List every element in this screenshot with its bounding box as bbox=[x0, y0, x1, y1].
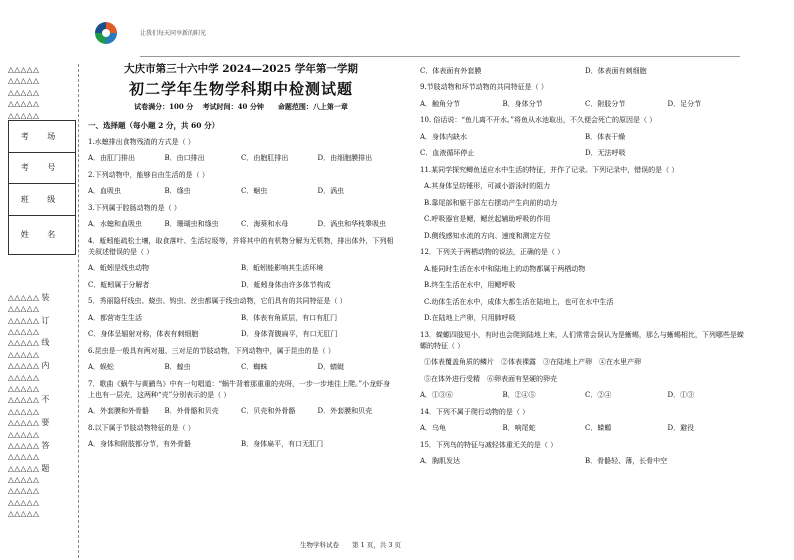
options-row bbox=[420, 214, 750, 225]
answer-option[interactable]: D．蜻蜓 bbox=[317, 363, 345, 371]
binding-warning-letter: 线 bbox=[41, 338, 50, 348]
options-row bbox=[420, 297, 750, 308]
question-stem: 7．歌曲《蜗牛与黄鹂鸟》中有一句唱道：“蜗牛背着那重重的壳呀，一步一步地往上爬。”小龙虾身上也有一层壳，这两种“壳”分别表示的是（ ） bbox=[88, 379, 391, 399]
options-row bbox=[88, 329, 394, 340]
answer-option[interactable]: C．②④ bbox=[585, 391, 612, 399]
triangle-row: △△△△△ bbox=[8, 486, 40, 496]
answer-option[interactable]: B．身体分节 bbox=[502, 99, 543, 108]
answer-option[interactable]: C．附肢分节 bbox=[585, 99, 626, 108]
answer-option[interactable]: D．外套膜和贝壳 bbox=[317, 407, 373, 415]
exam-number-field[interactable]: 考 号 bbox=[9, 153, 75, 185]
binding-warning-letter: 不 bbox=[41, 395, 50, 405]
header-slogan: 让我们每天同享新的阳光 bbox=[140, 30, 207, 37]
answer-option[interactable]: C．蝾螈 bbox=[585, 424, 612, 432]
options-row bbox=[420, 313, 750, 324]
triangle-row-with-letter bbox=[8, 315, 74, 326]
answer-option[interactable]: D．涡虫 bbox=[317, 187, 345, 195]
options-row bbox=[420, 99, 750, 110]
triangle-run: △△△△△ bbox=[8, 315, 40, 325]
options-row bbox=[88, 313, 394, 324]
answer-option[interactable]: D．足分节 bbox=[667, 99, 702, 108]
margin-spacer bbox=[8, 280, 74, 291]
left-column bbox=[88, 60, 394, 450]
options-row bbox=[420, 390, 750, 401]
answer-option[interactable]: A．外套膜和外骨骼 bbox=[88, 407, 150, 415]
answer-option[interactable]: ⑤在体外进行受精 ⑥卵表面有坚硬的卵壳 bbox=[424, 374, 557, 383]
binding-warning-letter: 要 bbox=[41, 418, 50, 428]
options-row bbox=[88, 280, 394, 291]
triangle-row: △△△△△ bbox=[8, 497, 40, 507]
answer-option[interactable]: A.能同时生活在水中和陆地上的动物都属于两栖动物 bbox=[424, 264, 586, 273]
triangle-run: △△△△△ bbox=[8, 338, 40, 348]
options-row bbox=[420, 181, 750, 192]
answer-option[interactable]: D.侧线感知水流的方向、速度和测定方位 bbox=[424, 231, 551, 240]
exam-title: 初二学年生物学科期中检测试题 bbox=[128, 80, 353, 98]
answer-option[interactable]: A．水螅和血吸虫 bbox=[88, 220, 143, 228]
options-row bbox=[420, 198, 750, 209]
answer-option[interactable]: A.其身体呈纺锤形，可减小游泳时的阻力 bbox=[424, 182, 551, 190]
question-stem: 1.水螅排出食物残渣的方式是（ ） bbox=[88, 137, 195, 146]
margin-spacer bbox=[8, 269, 74, 280]
options-row bbox=[420, 132, 750, 143]
triangle-row: △△△△△ bbox=[8, 383, 40, 393]
class-field[interactable]: 班 级 bbox=[9, 184, 75, 216]
question-stem: 5．秀丽隐杆线虫、蛲虫、钩虫、丝虫都属于线虫动物，它们具有的共同特征是（ ） bbox=[88, 297, 347, 305]
answer-option[interactable]: A．胸肌发达 bbox=[420, 457, 461, 465]
triangle-row: △△△△△ bbox=[8, 87, 40, 97]
answer-option[interactable]: B．骨骼轻、薄，长骨中空 bbox=[585, 457, 668, 465]
options-row bbox=[420, 456, 750, 467]
question-stem: 4．蚯蚓能疏松土壤，取食落叶、生活垃圾等，并将其中的有机物分解为无机物，排出体外，下列相关叙述错误的是（ ） bbox=[88, 236, 394, 256]
question-stem: 12．下列关于两栖动物的说法，正确的是（ ） bbox=[420, 248, 565, 256]
margin-spacer bbox=[8, 258, 74, 269]
answer-option[interactable]: C．蚯蚓属于分解者 bbox=[88, 280, 150, 289]
options-row bbox=[420, 264, 750, 275]
section-heading: 一、选择题（每小题 2 分，共 60 分） bbox=[88, 121, 220, 130]
triangle-row: △△△△△ bbox=[8, 326, 40, 336]
triangle-run: △△△△△ bbox=[8, 418, 40, 428]
answer-option[interactable]: C．身体呈辐射对称，体表有刺细胞 bbox=[88, 330, 199, 338]
answer-option[interactable]: A．①③⑥ bbox=[420, 391, 454, 399]
student-info-boxes bbox=[8, 120, 76, 255]
binding-warning-letter: 装 bbox=[41, 292, 50, 302]
triangle-row-with-letter bbox=[8, 417, 74, 428]
options-row bbox=[420, 148, 750, 159]
triangle-run: △△△△△ bbox=[8, 463, 40, 473]
triangle-run: △△△△△ bbox=[8, 361, 40, 371]
triangle-row-with-letter bbox=[8, 292, 74, 303]
answer-option[interactable]: B．蝗虫 bbox=[164, 363, 191, 371]
answer-option[interactable]: A．蜈蚣 bbox=[88, 363, 115, 371]
answer-option[interactable]: C.呼吸器官是鳃，鳃丝起辅助呼吸的作用 bbox=[424, 215, 551, 223]
answer-option[interactable]: A．触角分节 bbox=[420, 99, 461, 108]
options-row bbox=[420, 357, 750, 368]
options-row bbox=[420, 374, 750, 385]
answer-option[interactable]: B．蚯蚓能影响其生活环境 bbox=[241, 264, 324, 272]
answer-option[interactable]: D．避役 bbox=[667, 424, 695, 432]
binding-line bbox=[78, 64, 79, 558]
answer-option[interactable]: D．体表面有刺细胞 bbox=[585, 66, 647, 75]
options-row bbox=[420, 231, 750, 242]
triangle-row: △△△△△ bbox=[8, 99, 40, 109]
question-stem: 10. 俗话说：“鱼儿离不开水。”将鱼从水池取出，不久便会死亡的原因是（ ） bbox=[420, 116, 657, 124]
answer-option[interactable]: D.在陆地上产卵，只用肺呼吸 bbox=[424, 314, 516, 322]
triangle-row-with-letter bbox=[8, 394, 74, 405]
options-row bbox=[88, 406, 394, 417]
triangle-row: △△△△△ bbox=[8, 372, 40, 382]
answer-option[interactable]: B．②④⑤ bbox=[502, 391, 536, 399]
options-row bbox=[420, 280, 750, 291]
options-row bbox=[88, 219, 394, 230]
answer-option[interactable]: A．乌龟 bbox=[420, 424, 447, 432]
question-stem: 11.某同学探究鲫鱼适应水中生活的特征，并作了记录。下列记录中，错误的是（ ） bbox=[420, 165, 679, 174]
answer-option[interactable]: D．蚯蚓身体由许多体节构成 bbox=[241, 280, 331, 289]
answer-option[interactable]: A．身体和附肢都分节，有外骨骼 bbox=[88, 440, 192, 448]
options-row bbox=[88, 439, 394, 450]
answer-option[interactable]: A．血吸虫 bbox=[88, 187, 122, 195]
triangle-row-with-letter bbox=[8, 337, 74, 348]
question-stem: 15．下列鸟的特征与减轻体重无关的是（ ） bbox=[420, 440, 558, 449]
question-stem: 6.昆虫是一般具有两对翅、三对足的节肢动物，下列动物中，属于昆虫的是（ ） bbox=[88, 346, 335, 355]
answer-option[interactable]: B．珊瑚虫和绦虫 bbox=[164, 220, 219, 228]
answer-option[interactable]: C．海葵和水母 bbox=[241, 220, 289, 228]
answer-option[interactable]: B．身体扁平，有口无肛门 bbox=[241, 440, 324, 448]
triangle-row: △△△△△ bbox=[8, 304, 40, 314]
binding-warning-letter: 内 bbox=[41, 361, 50, 371]
page-footer: 生物学科试卷 第 1 页，共 3 页 bbox=[300, 541, 402, 549]
question-stem: 14．下列不属于爬行动物的是（ ） bbox=[420, 407, 530, 416]
question-stem: 2.下列动物中，能够自由生活的是（ ） bbox=[88, 170, 209, 179]
school-name: 大庆市第三十六中学 2024—2025 学年第一学期 bbox=[124, 63, 358, 75]
answer-option[interactable]: C．体表面有外套膜 bbox=[420, 66, 482, 75]
answer-option[interactable]: A．由肛门排出 bbox=[88, 154, 136, 162]
exam-room-field[interactable]: 考 场 bbox=[9, 121, 75, 153]
answer-option[interactable]: C.幼体生活在水中，成体大都生活在陆地上，也可在水中生活 bbox=[424, 297, 614, 306]
triangle-row: △△△△△ bbox=[8, 349, 40, 359]
answer-option[interactable]: C．蜘蛛 bbox=[241, 363, 268, 371]
answer-option[interactable]: C．贝壳和外骨骼 bbox=[241, 407, 296, 415]
exam-meta: 试卷满分：100 分 考试时间：40 分钟 命题范围：八上第一章 bbox=[134, 102, 348, 111]
right-column bbox=[420, 60, 750, 467]
answer-option[interactable]: D．身体背腹扁平，有口无肛门 bbox=[241, 330, 338, 338]
answer-option[interactable]: C．血液循环停止 bbox=[420, 149, 475, 157]
answer-option[interactable]: C．由胞肛排出 bbox=[241, 154, 289, 162]
answer-option[interactable]: A．都营寄生生活 bbox=[88, 313, 143, 322]
options-row bbox=[88, 362, 394, 373]
triangle-run: △△△△△ bbox=[8, 292, 40, 302]
triangle-row-with-letter bbox=[8, 440, 74, 451]
options-row bbox=[88, 153, 394, 164]
triangle-row: △△△△△ bbox=[8, 110, 40, 120]
triangle-row: △△△△△ bbox=[8, 475, 40, 485]
options-row bbox=[88, 186, 394, 197]
answer-option[interactable]: B．体表有角质层，有口有肛门 bbox=[241, 313, 338, 322]
name-field[interactable]: 姓 名 bbox=[20, 230, 64, 239]
question-stem: 3.下列属于腔肠动物的是（ ） bbox=[88, 203, 181, 212]
header-rule bbox=[140, 56, 740, 57]
options-row bbox=[88, 263, 394, 274]
options-row bbox=[420, 66, 750, 77]
triangle-row-with-letter bbox=[8, 463, 74, 474]
question-stem: 8.以下属于节肢动物特征的是（ ） bbox=[88, 423, 195, 432]
answer-option[interactable]: D．无法呼吸 bbox=[585, 149, 626, 157]
triangle-row: △△△△△ bbox=[8, 76, 40, 86]
answer-option[interactable]: D．涡虫和华枝睾吸虫 bbox=[317, 220, 387, 228]
answer-option[interactable]: D．由细胞膜排出 bbox=[317, 154, 373, 162]
answer-option[interactable]: B.终生生活在水中，用鳃呼吸 bbox=[424, 281, 516, 289]
triangle-row-with-letter bbox=[8, 360, 74, 371]
school-logo bbox=[93, 20, 119, 46]
binding-warning-letter: 订 bbox=[41, 315, 50, 325]
answer-option[interactable]: C．蛔虫 bbox=[241, 187, 268, 195]
answer-option[interactable]: D．①③ bbox=[667, 391, 695, 399]
question-stem: 9.节肢动物和环节动物的共同特征是（ ） bbox=[420, 83, 548, 91]
answer-option[interactable]: B．由口排出 bbox=[164, 154, 205, 162]
binding-warning-letter: 答 bbox=[41, 440, 50, 450]
answer-option[interactable]: A．蚯蚓是线虫动物 bbox=[88, 264, 150, 272]
answer-option[interactable]: ①体表覆盖角质的鳞片 ②体表裸露 ③在陆地上产卵 ④在水里产卵 bbox=[424, 358, 641, 366]
triangle-row: △△△△△ bbox=[8, 509, 40, 519]
answer-option[interactable]: B．响尾蛇 bbox=[502, 424, 536, 432]
triangle-run: △△△△△ bbox=[8, 440, 40, 450]
answer-option[interactable]: B.靠尾部和躯干部左右摆动产生向前的动力 bbox=[424, 198, 558, 207]
question-stem: 13．蝾螈四肢短小，有时也会爬到陆地上来，人们常常会误认为是蜥蜴，那么与蜥蜴相比，下列哪些是蝾螈的特征（ ） bbox=[420, 330, 744, 350]
answer-option[interactable]: A．身体内缺水 bbox=[420, 132, 468, 141]
triangle-row: △△△△△ bbox=[8, 429, 40, 439]
options-row bbox=[420, 423, 750, 434]
triangle-run: △△△△△ bbox=[8, 395, 40, 405]
triangle-row: △△△△△ bbox=[8, 452, 40, 462]
triangle-row: △△△△△ bbox=[8, 406, 40, 416]
binding-warning-letter: 题 bbox=[41, 463, 50, 473]
answer-option[interactable]: B．绦虫 bbox=[164, 187, 191, 195]
answer-option[interactable]: B．外骨骼和贝壳 bbox=[164, 407, 219, 415]
triangle-row: △△△△△ bbox=[8, 65, 40, 74]
answer-option[interactable]: B．体表干燥 bbox=[585, 132, 626, 141]
